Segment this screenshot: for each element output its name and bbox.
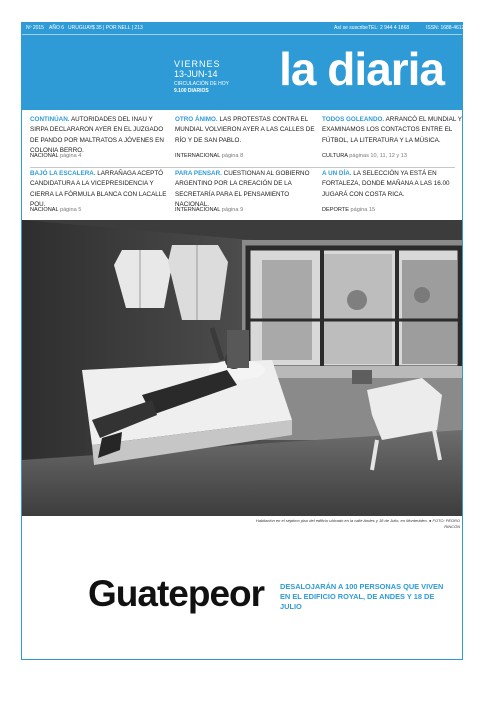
teaser-section bbox=[322, 151, 407, 161]
phone-label: TEL: 2 944 4 1868 bbox=[368, 25, 410, 31]
country-label: URUGUAY bbox=[68, 25, 93, 31]
page-ref: página 8 bbox=[221, 153, 244, 159]
issue-date: 13-JUN-14 bbox=[174, 69, 218, 79]
teaser-kicker: PARA PENSAR. bbox=[175, 170, 222, 177]
copies-count: 9.100 DIARIOS bbox=[174, 88, 209, 94]
page-ref: página 15 bbox=[350, 207, 376, 213]
teaser-text: LAS PROTESTAS CONTRA EL MUNDIAL VOLVIERON AYER A LAS CALLES DE RÍO Y DE SAN PABLO. bbox=[175, 116, 315, 144]
teaser-text: ARRANCÓ EL MUNDIAL Y EXAMINAMOS LOS CONTACTOS ENTRE EL FÚTBOL, LA LITERATURA Y LA MÚSICA. bbox=[322, 116, 462, 144]
page-ref: páginas 10, 11, 12 y 13 bbox=[349, 153, 408, 159]
masthead bbox=[22, 23, 465, 110]
section-name: NACIONAL bbox=[30, 207, 59, 213]
teaser-item[interactable] bbox=[30, 115, 170, 159]
teaser-section bbox=[30, 151, 81, 161]
teaser-kicker: BAJÓ LA ESCALERA. bbox=[30, 170, 96, 177]
page-ref: página 4 bbox=[59, 153, 82, 159]
room-photo-illustration bbox=[22, 220, 462, 516]
teaser-item[interactable] bbox=[175, 169, 315, 213]
photo-caption: Habitación en el séptimo piso del edificio ubicado en la calle Andes y 18 de Julio, en Montevideo. ● FOTO: PEDRO RINCÓN bbox=[255, 518, 460, 529]
teaser-text: LA SELECCIÓN YA ESTÁ EN FORTALEZA, DONDE MAÑANA A LAS 16.00 JUGARÁ CON COSTA RICA. bbox=[322, 170, 450, 198]
teaser-item[interactable] bbox=[175, 115, 315, 159]
teaser-section bbox=[175, 151, 243, 161]
teaser-item[interactable] bbox=[30, 169, 170, 213]
teaser-kicker: A UN DÍA. bbox=[322, 170, 352, 177]
year-label: AÑO 6 bbox=[49, 25, 65, 31]
issue-number: Nº 2015 bbox=[26, 25, 44, 31]
date-block bbox=[174, 59, 229, 95]
circulation-label: CIRCULACIÓN DE HOY bbox=[174, 81, 230, 87]
lead-subheadline: DESALOJARÁN A 100 PERSONAS QUE VIVEN EN EL EDIFICIO ROYAL, DE ANDES Y 18 DE JULIO bbox=[280, 582, 444, 611]
weekday: VIERNES bbox=[174, 59, 221, 69]
teaser-item[interactable] bbox=[322, 169, 462, 213]
section-name: INTERNACIONAL bbox=[175, 207, 221, 213]
teaser-divider bbox=[30, 167, 455, 168]
section-name: DEPORTE bbox=[322, 207, 349, 213]
teaser-kicker: OTRO ÁNIMO. bbox=[175, 116, 218, 123]
section-name: INTERNACIONAL bbox=[175, 153, 221, 159]
newspaper-logo[interactable]: la diaria bbox=[279, 43, 444, 95]
teaser-section bbox=[30, 205, 81, 215]
teaser-section bbox=[322, 205, 375, 215]
teaser-kicker: CONTINÚAN. bbox=[30, 116, 70, 123]
teaser-text: AUTORIDADES DEL INAU Y SIRPA DECLARARON AYER EN EL JUZGADO DE PANDO POR MALTRATOS A JÓVENES EN COLONIA BERRO. bbox=[30, 116, 164, 154]
section-name: NACIONAL bbox=[30, 153, 59, 159]
subscription-label: Así se suscribe bbox=[334, 25, 368, 31]
lead-story[interactable] bbox=[22, 526, 462, 659]
teaser-text: LARRAÑAGA ACEPTÓ CANDIDATURA A LA VICEPRESIDENCIA Y CIERRA LA FÓRMULA BLANCA CON LACALLE POU. bbox=[30, 170, 167, 208]
issn-label: ISSN: 1688-4612 bbox=[426, 25, 465, 31]
teaser-item[interactable] bbox=[322, 115, 462, 159]
teaser-kicker: TODOS GOLEANDO. bbox=[322, 116, 385, 123]
section-name: CULTURA bbox=[322, 153, 348, 159]
lead-headline[interactable]: Guatepeor bbox=[88, 573, 265, 614]
lead-photo[interactable] bbox=[22, 220, 462, 516]
teaser-text: CUESTIONAN AL GOBIERNO ARGENTINO POR LA CREACIÓN DE LA SECRETARÍA PARA EL PENSAMIENTO NACIONAL. bbox=[175, 170, 310, 208]
price-label: $ 35 | POR NELL | 213 bbox=[92, 25, 143, 31]
page-ref: página 9 bbox=[221, 207, 244, 213]
page-ref: página 5 bbox=[59, 207, 82, 213]
teaser-section bbox=[175, 205, 243, 215]
masthead-info-bar bbox=[22, 23, 465, 35]
